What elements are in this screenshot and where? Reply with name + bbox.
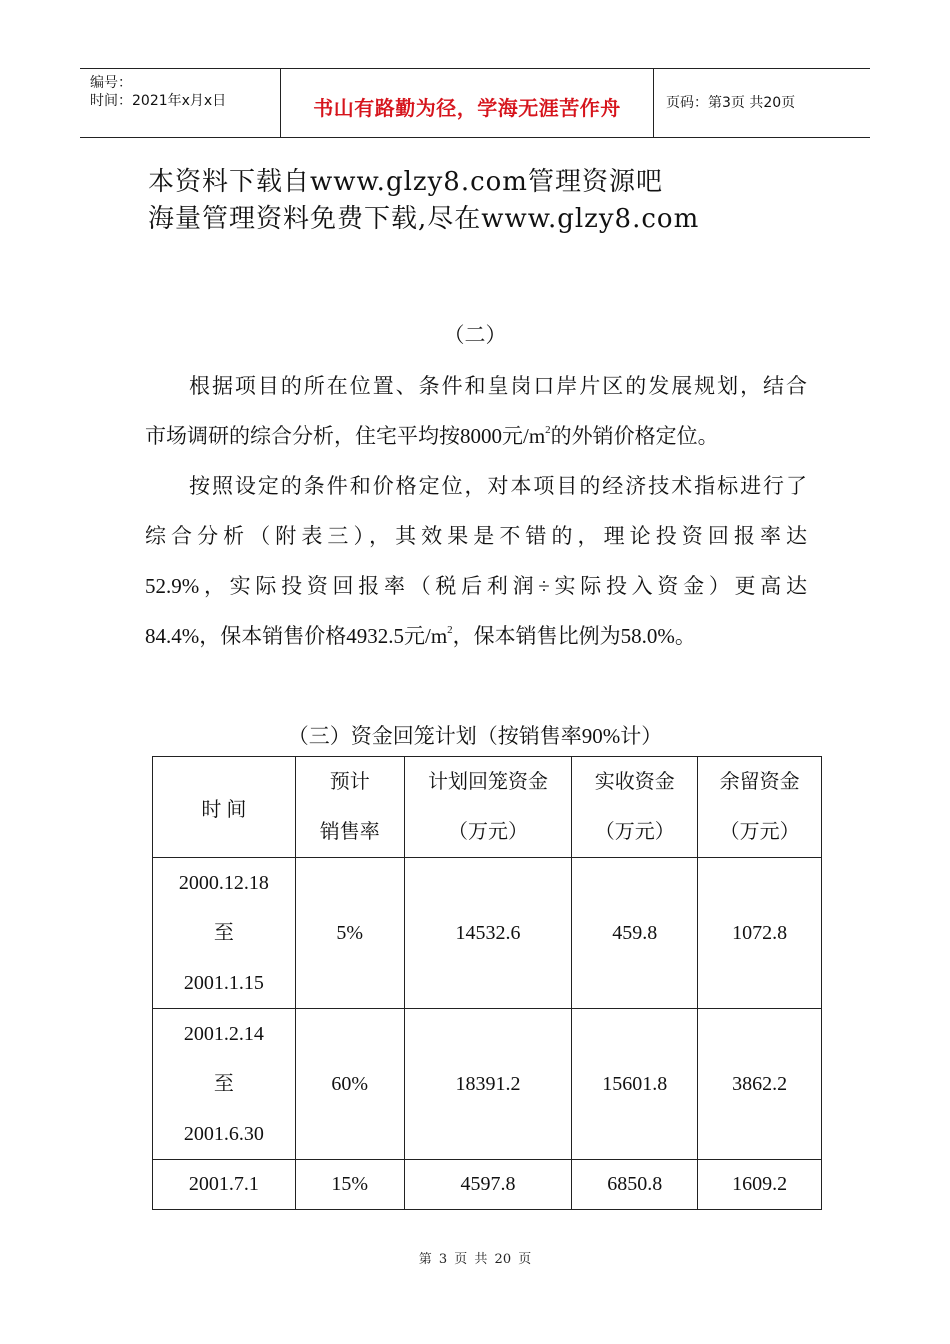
- paragraph-text: 的外销价格定位。: [550, 424, 719, 448]
- cell-period: 2001.7.1: [153, 1160, 296, 1210]
- paragraph-line: 按照设定的条件和价格定位，对本项目的经济技术指标进行了: [189, 474, 807, 498]
- table-header-row: [153, 757, 822, 858]
- header-page-cell: [654, 69, 870, 137]
- header-line: 实收资金: [594, 771, 675, 793]
- superscript: 2: [447, 624, 453, 636]
- period-start: 2000.12.18: [178, 872, 269, 894]
- time-label: 时间：2021年x月x日: [90, 93, 227, 109]
- period-separator: 至: [213, 922, 234, 944]
- paragraph-text: 84.4%，保本销售价格4932.5元/m: [145, 624, 448, 648]
- header-meta-cell: [80, 69, 281, 137]
- paragraph-text: ，保本销售比例为58.0%。: [452, 624, 696, 648]
- header-motto: 书山有路勤为径，学海无涯苦作舟: [313, 96, 621, 120]
- period-separator: 至: [213, 1073, 234, 1095]
- paragraph-text: 市场调研的综合分析，住宅平均按8000元/m: [145, 424, 546, 448]
- cell-remaining-funds: 3862.2: [698, 1009, 822, 1160]
- superscript: 2: [545, 424, 551, 436]
- header-time: 时 间: [153, 757, 296, 858]
- cell-planned-funds: 18391.2: [404, 1009, 572, 1160]
- paragraph-line: 52.9%，实际投资回报率（税后利润÷实际投入资金）更高达: [145, 574, 807, 598]
- header-planned-funds: [404, 757, 572, 858]
- cell-remaining-funds: 1072.8: [698, 858, 822, 1009]
- header-line: （万元）: [594, 821, 675, 843]
- serial-label: 编号：: [90, 75, 132, 91]
- section-heading: （二）: [443, 323, 507, 347]
- header-line: 销售率: [319, 821, 380, 843]
- table-row: [153, 1009, 822, 1160]
- cell-sales-rate: 15%: [295, 1160, 404, 1210]
- cell-planned-funds: 14532.6: [404, 858, 572, 1009]
- header-motto-cell: [281, 69, 654, 137]
- period-start: 2001.2.14: [183, 1023, 264, 1045]
- header-page-info: 页码：第3页 共20页: [666, 95, 796, 111]
- page-footer: 第 3 页 共 20 页: [418, 1252, 532, 1267]
- cell-remaining-funds: 1609.2: [698, 1160, 822, 1210]
- cell-sales-rate: 60%: [295, 1009, 404, 1160]
- cell-received-funds: 459.8: [572, 858, 698, 1009]
- page-header: [80, 68, 870, 138]
- cell-planned-funds: 4597.8: [404, 1160, 572, 1210]
- header-sales-rate: [295, 757, 404, 858]
- header-line: 预计: [329, 771, 370, 793]
- paragraph-line: [145, 420, 719, 450]
- cell-received-funds: 15601.8: [572, 1009, 698, 1160]
- header-received-funds: [572, 757, 698, 858]
- paragraph-line: 综合分析（附表三），其效果是不错的，理论投资回报率达: [145, 524, 807, 548]
- table-title: （三）资金回笼计划（按销售率90%计）: [287, 724, 663, 748]
- table-row: [153, 858, 822, 1009]
- header-line: 计划回笼资金: [427, 771, 548, 793]
- header-line: （万元）: [447, 821, 528, 843]
- table-row: [153, 1160, 822, 1210]
- cell-sales-rate: 5%: [295, 858, 404, 1009]
- paragraph-line: 根据项目的所在位置、条件和皇岗口岸片区的发展规划，结合: [189, 374, 807, 398]
- period-end: 2001.6.30: [183, 1123, 264, 1145]
- cell-period: [153, 858, 296, 1009]
- fund-recovery-table: [152, 756, 822, 1210]
- promo-line-1: 本资料下载自www.glzy8.com管理资源吧: [148, 167, 663, 197]
- header-line: 余留资金: [719, 771, 800, 793]
- header-remaining-funds: [698, 757, 822, 858]
- period-end: 2001.1.15: [183, 972, 264, 994]
- header-line: （万元）: [719, 821, 800, 843]
- cell-received-funds: 6850.8: [572, 1160, 698, 1210]
- promo-line-2: 海量管理资料免费下载,尽在www.glzy8.com: [148, 204, 700, 234]
- paragraph-line: [145, 620, 696, 650]
- cell-period: [153, 1009, 296, 1160]
